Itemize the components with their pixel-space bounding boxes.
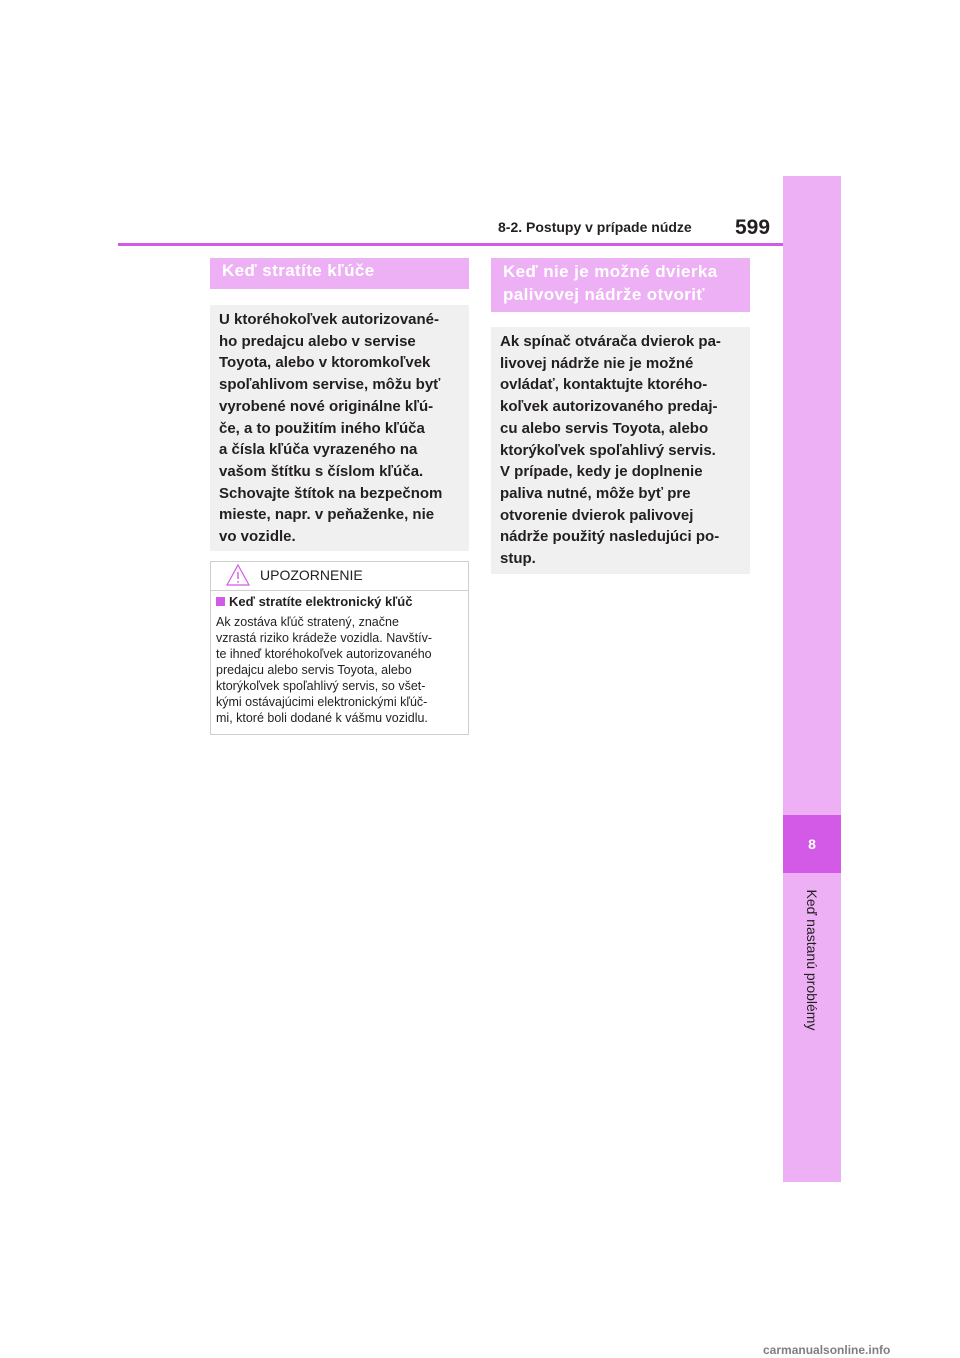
- info-line: paliva nutné, môže byť pre: [500, 484, 691, 502]
- lost-keys-title: Keď stratíte kľúče: [210, 258, 469, 289]
- warning-line: Ak zostáva kľúč stratený, značne: [216, 615, 399, 629]
- page-number: 599: [735, 216, 771, 239]
- warning-line: vzrastá riziko krádeže vozidla. Navštív-: [216, 631, 433, 645]
- info-line: V prípade, kedy je doplnenie: [500, 463, 703, 481]
- warning-title: UPOZORNENIE: [260, 567, 363, 583]
- info-line: ho predajcu alebo v servise: [219, 332, 416, 350]
- chapter-number-tab: [783, 815, 841, 873]
- info-line: cu alebo servis Toyota, alebo: [500, 419, 709, 437]
- fuel-door-info-box: [491, 327, 750, 574]
- info-line: U ktoréhokoľvek autorizované-: [219, 311, 439, 328]
- info-line: Ak spínač otvárača dvierok pa-: [500, 333, 721, 350]
- warning-line: kými ostávajúcimi elektronickými kľúč-: [216, 695, 428, 709]
- warning-subheading: [216, 594, 412, 609]
- info-line: ktorýkoľvek spoľahlivý servis.: [500, 441, 716, 459]
- info-line: a čísla kľúča vyrazeného na: [219, 441, 418, 459]
- info-line: Toyota, alebo v ktoromkoľvek: [219, 354, 431, 372]
- info-line: otvorenie dvierok palivovej: [500, 506, 694, 524]
- chapter-number: 8: [808, 836, 816, 852]
- info-line: vyrobené nové originálne kľú-: [219, 397, 434, 415]
- info-line: vo vozidle.: [219, 528, 296, 546]
- info-line: ovládať, kontaktujte ktorého-: [500, 376, 708, 394]
- info-line: livovej nádrže nie je možné: [500, 354, 694, 372]
- warning-box: [210, 561, 469, 735]
- warning-triangle-icon: [226, 564, 250, 586]
- warning-subheading-text: Keď stratíte elektronický kľúč: [229, 594, 413, 609]
- info-line: če, a to použitím iného kľúča: [219, 419, 425, 437]
- fuel-door-title: [491, 258, 750, 312]
- chapter-side-tab: [783, 176, 841, 1182]
- info-line: mieste, napr. v peňaženke, nie: [219, 506, 435, 524]
- chapter-label: Keď nastanú problémy: [804, 889, 820, 1031]
- warning-line: predajcu alebo servis Toyota, alebo: [216, 663, 412, 677]
- watermark: carmanualsonline.info: [763, 1343, 891, 1357]
- info-line: stup.: [500, 550, 536, 568]
- lost-keys-info-box: [210, 305, 469, 551]
- section-header: 8-2. Postupy v prípade núdze: [498, 219, 692, 235]
- info-line: spoľahlivom servise, môžu byť: [219, 376, 441, 394]
- info-line: vašom štítku s číslom kľúča.: [219, 462, 424, 480]
- info-line: nádrže použitý nasledujúci po-: [500, 528, 720, 546]
- fuel-door-title-line: Keď nie je možné dvierka: [503, 262, 718, 281]
- info-line: koľvek autorizovaného predaj-: [500, 398, 718, 416]
- fuel-door-title-line: palivovej nádrže otvoriť: [503, 285, 705, 304]
- warning-line: mi, ktoré boli dodané k vášmu vozidlu.: [216, 711, 428, 725]
- bullet-square-icon: [216, 597, 225, 606]
- warning-header: [211, 562, 468, 591]
- warning-body: [216, 614, 432, 726]
- warning-line: te ihneď ktoréhokoľvek autorizovaného: [216, 647, 432, 661]
- warning-line: ktorýkoľvek spoľahlivý servis, so všet-: [216, 679, 426, 693]
- info-line: Schovajte štítok na bezpečnom: [219, 484, 443, 502]
- header-rule: [118, 243, 783, 246]
